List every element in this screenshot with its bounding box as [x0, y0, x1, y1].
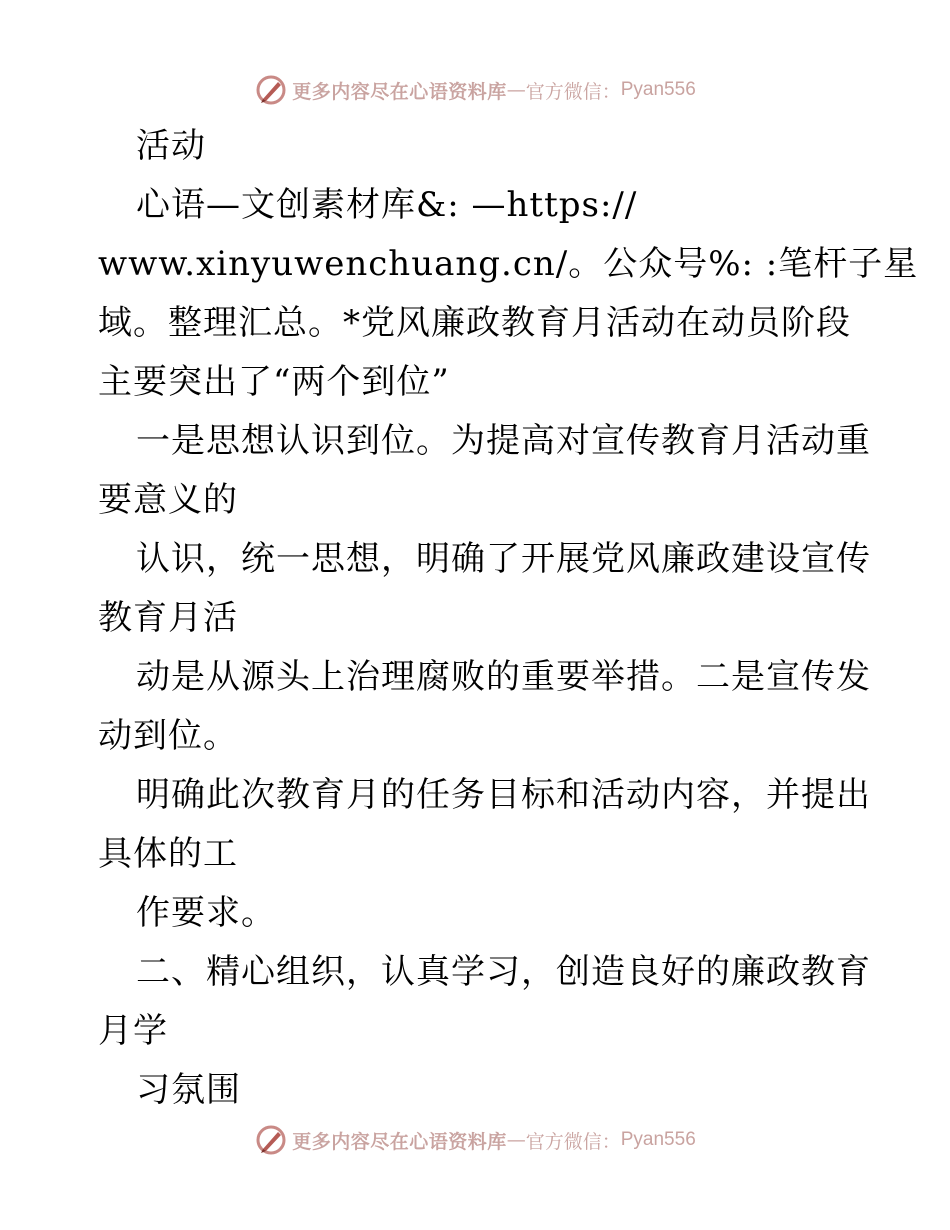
text-line: 动是从源头上治理腐败的重要举措。二是宣传发 [136, 657, 871, 697]
text-line: 活动 [136, 126, 206, 166]
footer-watermark-banner [0, 1120, 950, 1160]
text-line: www.xinyuwenchuang.cn/。公众号%: :笔杆子星 [98, 244, 919, 284]
text-line: 心语—文创素材库&: —https:// [136, 185, 638, 225]
banner-wechat-label: 官方微信： [525, 80, 621, 103]
banner-brand-text: 更多内容尽在心语资料库 [292, 1130, 507, 1153]
text-line: 认识，统一思想，明确了开展党风廉政建设宣传 [136, 539, 871, 579]
document-body [98, 117, 919, 1120]
banner-brand-text: 更多内容尽在心语资料库 [292, 80, 507, 103]
text-line: 习氛围 [136, 1070, 241, 1110]
banner-wechat-label: 官方微信： [525, 1130, 621, 1153]
text-line: 要意义的 [98, 480, 238, 520]
pen-logo-icon [254, 1123, 288, 1157]
text-line: 域。整理汇总。*党风廉政教育月活动在动员阶段 [98, 303, 851, 343]
text-line: 作要求。 [136, 893, 276, 933]
banner-wechat-handle: Pyan556 [620, 79, 696, 100]
header-watermark-banner [0, 70, 950, 110]
text-line: 动到位。 [98, 716, 238, 756]
text-line: 明确此次教育月的任务目标和活动内容，并提出 [136, 775, 871, 815]
banner-wechat-handle: Pyan556 [620, 1129, 696, 1150]
text-line: 二、精心组织，认真学习，创造良好的廉政教育 [136, 952, 871, 992]
banner-separator: — [506, 1129, 526, 1151]
text-line: 主要突出了“两个到位” [98, 362, 450, 402]
text-line: 教育月活 [98, 598, 238, 638]
text-line: 月学 [98, 1011, 168, 1051]
banner-separator: — [506, 79, 526, 101]
pen-logo-icon [254, 73, 288, 107]
text-line: 一是思想认识到位。为提高对宣传教育月活动重 [136, 421, 871, 461]
text-line: 具体的工 [98, 834, 238, 874]
